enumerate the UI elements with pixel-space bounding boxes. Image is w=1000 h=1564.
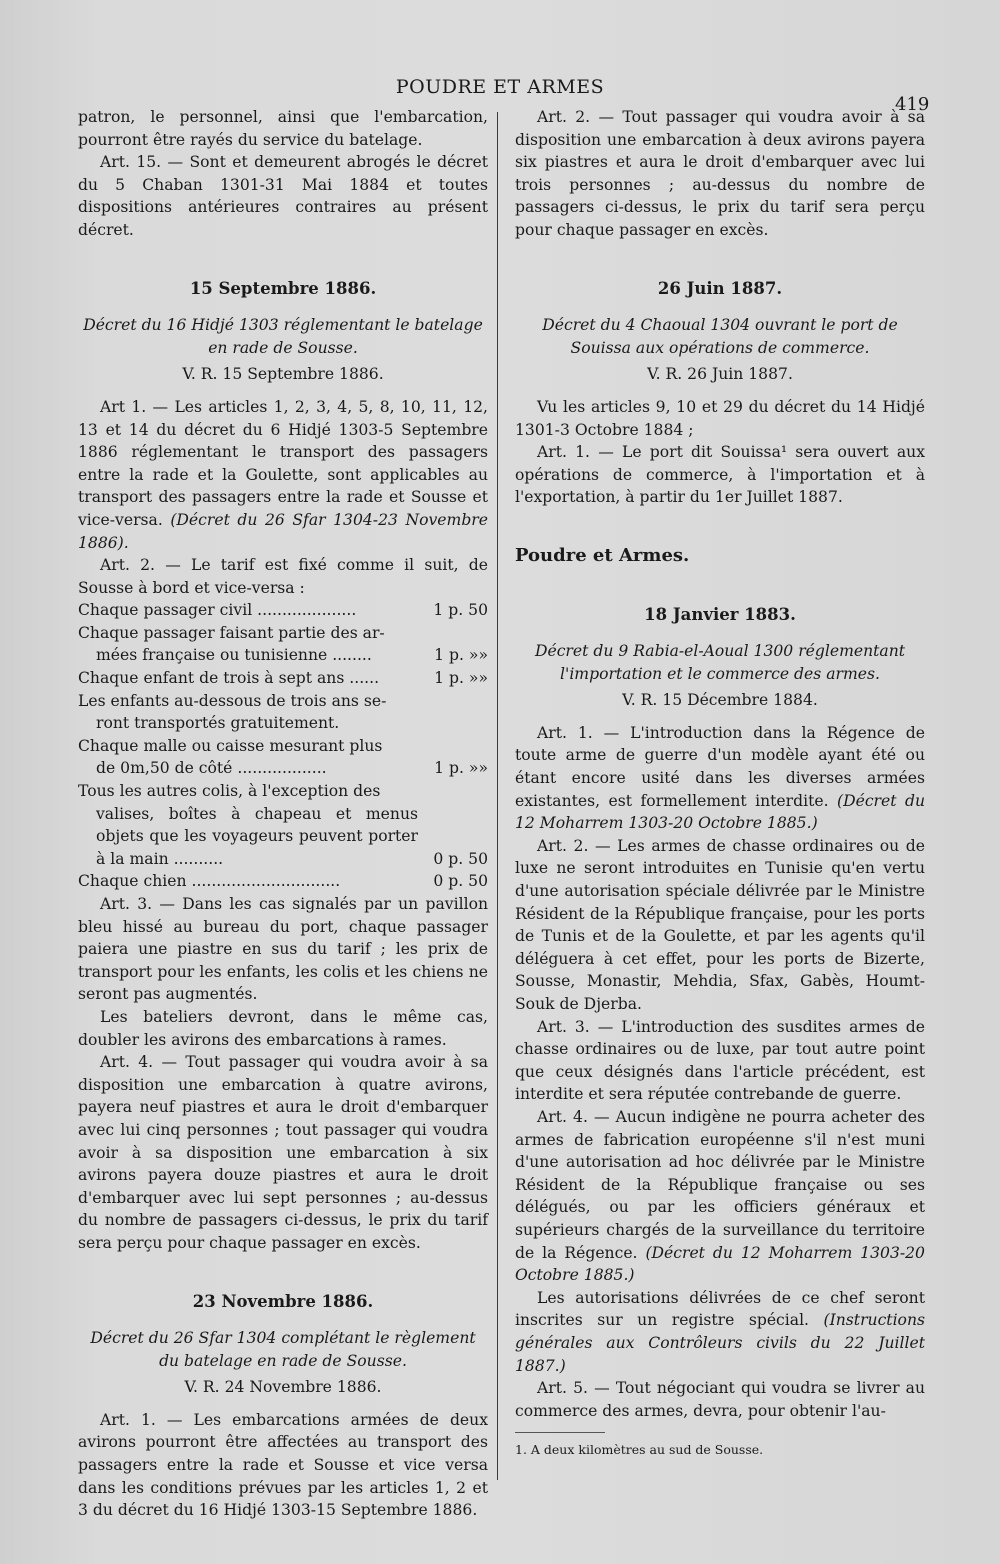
decree-title: Décret du 9 Rabia-el-Aoual 1300 réglementant l'importation et le commerce des armes.: [534, 642, 906, 683]
article-1: Art. 1. — Le port dit Souissa¹ sera ouvert aux opérations de commerce, à l'importation et à l'exportation, à partir du 1er Juillet 1887.: [515, 443, 925, 507]
vu-paragraph: Vu les articles 9, 10 et 29 du décret du 14 Hidjé 1301-3 Octobre 1884 ;: [515, 397, 925, 439]
article-3-paragraph: Les bateliers devront, dans le même cas, doubler les avirons des embarcations à rames.: [78, 1007, 488, 1049]
article-4: Art. 4. — Tout passager qui voudra avoir à sa disposition une embarcation à quatre avirons, payera neuf piastres et aura le droit d'embarquer avec lui cinq personnes ; tout passager qui voudra avoir à sa disposition une embarcation à six avirons payera douze piastres et aura le droit d'embarquer avec lui sept personnes ; au-dessus du nombre de passagers ci-dessus, le prix du tarif sera perçu pour chaque passager en excès.: [78, 1053, 488, 1252]
decree-vr: V. R. 15 Septembre 1886.: [182, 365, 384, 384]
tarif-row: Tous les autres colis, à l'exception des valises, boîtes à chapeau et menus objets que les voyageurs peuvent porter à la main .......... 0 p. 50: [78, 782, 488, 868]
article-2: Art. 2. — Les armes de chasse ordinaires ou de luxe ne seront introduites en Tunisie qu'en vertu d'une autorisation spéciale délivrée par le Ministre Résident de la République française, pour les ports de Tunis et de la Goulette, et par les agents qu'il déléguera à cet effet, pour les ports de Bizerte, Sousse, Monastir, Mehdia, Sfax, Gabès, Houmt-Souk de Djerba.: [515, 836, 925, 1013]
left-column: [78, 106, 488, 1522]
decree-date: 23 Novembre 1886.: [192, 1291, 374, 1311]
decree-vr: V. R. 26 Juin 1887.: [647, 365, 793, 384]
decree-date: 15 Septembre 1886.: [189, 278, 377, 298]
article-3: Art. 3. — L'introduction des susdites armes de chasse ordinaires ou de luxe, par tout autre point que ceux désignés dans l'article précédent, est interdite et sera réputée contrebande de guerre.: [515, 1017, 925, 1104]
article-3: Art. 3. — Dans les cas signalés par un pavillon bleu hissé au bureau du port, chaque passager paiera une piastre en sus du tarif ; les prix de transport pour les enfants, les colis et les chiens ne seront pas augmentés.: [78, 895, 488, 1004]
tarif-row: Chaque passager civil .................... 1 p. 50: [78, 601, 488, 620]
decree-vr: V. R. 15 Décembre 1884.: [622, 691, 818, 710]
running-title: POUDRE ET ARMES: [395, 76, 605, 98]
tarif-row: Chaque enfant de trois à sept ans ...... 1 p. »»: [78, 669, 488, 688]
tarif-row: Chaque chien .............................. 0 p. 50: [78, 872, 488, 891]
decree-date: 26 Juin 1887.: [657, 278, 783, 298]
tarif-row: Chaque malle ou caisse mesurant plus de 0m,50 de côté .................. 1 p. »»: [78, 736, 488, 778]
decree-date: 18 Janvier 1883.: [644, 604, 796, 624]
decree-vr: V. R. 24 Novembre 1886.: [184, 1378, 382, 1397]
footnote: 1. A deux kilomètres au sud de Sousse.: [515, 1442, 764, 1458]
article-2: Art. 2. — Tout passager qui voudra avoir à sa disposition une embarcation à deux avirons payera six piastres et aura le droit d'embarquer avec lui trois personnes ; au-dessus du nombre de passagers ci-dessus, le prix du tarif sera perçu pour chaque passager en excès.: [515, 108, 925, 239]
article-15: Art. 15. — Sont et demeurent abrogés le décret du 5 Chaban 1301-31 Mai 1884 et toutes dispositions antérieures contraires au présent décret.: [78, 153, 488, 239]
tarif-row: Les enfants au-dessous de trois ans se- ront transportés gratuitement.: [78, 691, 387, 733]
section-title: Poudre et Armes.: [515, 544, 690, 566]
article-4: Art. 4. — Aucun indigène ne pourra acheter des armes de fabrication européenne s'il n'est muni d'une autorisation ad hoc délivrée par le Ministre Résident de la République française ou ses délégués, ou par les officiers généraux et supérieurs chargés de la surveillance du territoire de la Régence. (Décret du 12 Moharrem 1303-20 Octobre 1885.): [515, 1107, 925, 1285]
column-divider: [497, 112, 498, 1480]
decree-title: Décret du 4 Chaoual 1304 ouvrant le port de Souissa aux opérations de commerce.: [542, 316, 898, 357]
article-5: Art. 5. — Tout négociant qui voudra se livrer au commerce des armes, devra, pour obtenir l'au-: [515, 1379, 925, 1420]
article-4-paragraph: Les autorisations délivrées de ce chef seront inscrites sur un registre spécial. (Instructions générales aux Contrôleurs civils du 22 Juillet 1887.): [515, 1288, 925, 1375]
paragraph-continuation: patron, le personnel, ainsi que l'embarcation, pourront être rayés du service du batelage.: [78, 108, 488, 149]
decree-title: Décret du 26 Sfar 1304 complétant le règlement du batelage en rade de Sousse.: [90, 1329, 476, 1370]
footnote-rule: [515, 1432, 605, 1433]
page-number: 419: [895, 94, 930, 115]
decree-title: Décret du 16 Hidjé 1303 réglementant le batelage en rade de Sousse.: [83, 316, 483, 357]
article-1: Art 1. — Les articles 1, 2, 3, 4, 5, 8, 10, 11, 12, 13 et 14 du décret du 6 Hidjé 1303-5 Septembre 1886 réglementant le transport des passagers entre la rade et la Goulette, sont applicables au transport des passagers entre la rade et Sousse et vice-versa. (Décret du 26 Sfar 1304-23 Novembre 1886).: [78, 397, 488, 552]
article-1: Art. 1. — Les embarcations armées de deux avirons pourront être affectées au transport des passagers entre la rade et Sousse et vice versa dans les conditions prévues par les articles 1, 2 et 3 du décret du 16 Hidjé 1303-15 Septembre 1886.: [78, 1410, 488, 1520]
article-1: Art. 1. — L'introduction dans la Régence de toute arme de guerre d'un modèle ayant été ou étant encore usité dans les diverses armées existantes, est formellement interdite. (Décret du 12 Moharrem 1303-20 Octobre 1885.): [515, 723, 925, 833]
right-column: [515, 106, 925, 1459]
tarif-row: Chaque passager faisant partie des ar- mées française ou tunisienne ........ 1 p. »»: [78, 623, 488, 665]
article-2: Art. 2. — Le tarif est fixé comme il suit, de Sousse à bord et vice-versa :: [78, 556, 488, 597]
